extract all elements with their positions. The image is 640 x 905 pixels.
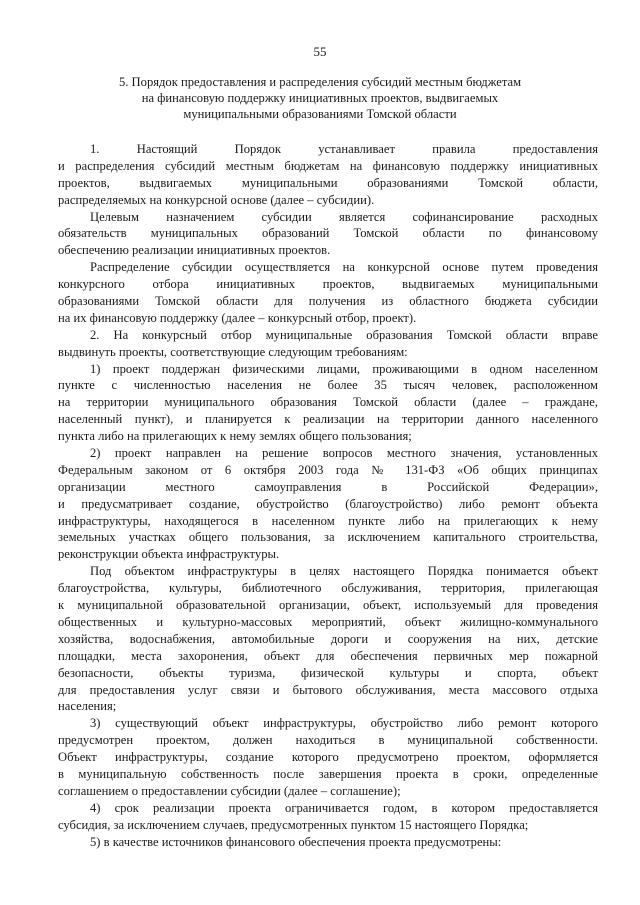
paragraph bbox=[58, 327, 598, 361]
paragraph-line: образованиями Томской области для получения из областного бюджета субсидии bbox=[58, 294, 598, 309]
paragraph-line: выдвинуть проекты, соответствующие следующим требованиям: bbox=[58, 344, 408, 359]
paragraph bbox=[58, 361, 598, 445]
paragraph-line: обеспечению реализации инициативных проектов. bbox=[58, 243, 331, 258]
paragraph-line: к муниципальной образовательной организации, объект, используемый для проведения bbox=[58, 598, 598, 613]
paragraph-line: площадки, места захоронения, объект для обеспечения первичных мер пожарной bbox=[58, 648, 598, 663]
paragraph bbox=[58, 834, 598, 851]
paragraph-line: на их финансовую поддержку (далее – конкурсный отбор, проект). bbox=[58, 310, 417, 325]
paragraph-line: Распределение субсидии осуществляется на конкурсной основе путем проведения bbox=[90, 260, 598, 275]
paragraph-line: земельных участках общего пользования, за исключением капитального строительства, bbox=[58, 530, 598, 545]
paragraph-line: 5) в качестве источников финансового обеспечения проекта предусмотрены: bbox=[90, 834, 502, 849]
section-heading-line: на финансовую поддержку инициативных проектов, выдвигаемых bbox=[141, 91, 499, 106]
paragraph-line: организации местного самоуправления в Российской Федерации», bbox=[58, 479, 598, 494]
paragraph-line: Объект инфраструктуры, создание которого предусмотрено проектом, оформляется bbox=[58, 750, 598, 765]
paragraph bbox=[58, 141, 598, 209]
paragraph-line: 1. Настоящий Порядок устанавливает правила предоставления bbox=[90, 142, 598, 156]
paragraph-line: Федеральным законом от 6 октября 2003 года № 131-ФЗ «Об общих принципах bbox=[58, 462, 598, 477]
paragraph-line: 2. На конкурсный отбор муниципальные образования Томской области вправе bbox=[90, 327, 598, 342]
paragraph bbox=[58, 209, 598, 260]
paragraph-line: 1) проект поддержан физическими лицами, проживающими в одном населенном bbox=[90, 361, 598, 376]
page-number: 55 bbox=[313, 44, 327, 59]
document-body bbox=[58, 141, 598, 850]
paragraph-line: Целевым назначением субсидии является софинансирование расходных bbox=[90, 209, 598, 224]
paragraph-line: 4) срок реализации проекта ограничивается годом, в котором предоставляется bbox=[90, 800, 598, 815]
paragraph-line: проектов, выдвигаемых муниципальными образованиями Томской области, bbox=[58, 175, 598, 190]
paragraph-line: хозяйства, водоснабжения, автомобильные дороги и сооружения на них, детские bbox=[58, 631, 598, 646]
paragraph-line: пункте с численностью населения не более 35 тысяч человек, расположенном bbox=[58, 378, 598, 393]
paragraph-line: 3) существующий объект инфраструктуры, обустройство либо ремонт которого bbox=[90, 716, 598, 731]
paragraph-line: населения; bbox=[58, 699, 117, 714]
paragraph bbox=[58, 715, 598, 799]
paragraph-line: населенный пункт), и планируется к реализации на территории данного населенного bbox=[58, 412, 598, 427]
paragraph-line: и распределения субсидий местным бюджетам на финансовую поддержку инициативных bbox=[58, 158, 598, 173]
paragraph-line: конкурсного отбора инициативных проектов, выдвигаемых муниципальными bbox=[58, 277, 598, 292]
paragraph-line: обязательств муниципальных образований Томской области по финансовому bbox=[58, 226, 598, 241]
paragraph-line: благоустройства, культуры, библиотечного обслуживания, территория, прилегающая bbox=[58, 581, 598, 596]
paragraph-line: распределяемых на конкурсной основе (далее – субсидии). bbox=[58, 192, 375, 207]
paragraph-line: и предусматривает создание, обустройство (благоустройство) либо ремонт объекта bbox=[58, 496, 598, 511]
paragraph bbox=[58, 800, 598, 834]
paragraph bbox=[58, 563, 598, 715]
paragraph-line: 2) проект направлен на решение вопросов местного значения, установленных bbox=[90, 446, 598, 461]
paragraph-line: Под объектом инфраструктуры в целях настоящего Порядка понимается объект bbox=[90, 564, 598, 579]
section-heading-line: муниципальными образованиями Томской области bbox=[183, 107, 457, 122]
paragraph-line: пункта либо на прилегающих к нему землях общего пользования; bbox=[58, 429, 412, 444]
section-heading-line: 5. Порядок предоставления и распределения субсидий местным бюджетам bbox=[118, 75, 522, 89]
paragraph-line: на территории муниципального образования Томской области (далее – граждане, bbox=[58, 395, 598, 410]
paragraph-line: инфраструктуры, находящегося в населенном пункте либо на прилегающих к нему bbox=[58, 513, 598, 528]
paragraph-line: предусмотрен проектом, должен находиться в муниципальной собственности. bbox=[58, 733, 598, 748]
paragraph-line: субсидия, за исключением случаев, предусмотренных пунктом 15 настоящего Порядка; bbox=[58, 817, 529, 832]
section-heading bbox=[60, 74, 580, 123]
paragraph-line: безопасности, объекты туризма, физической культуры и спорта, объект bbox=[58, 665, 598, 680]
paragraph bbox=[58, 259, 598, 327]
paragraph-line: в муниципальную собственность после завершения проекта в сроки, определенные bbox=[58, 766, 598, 781]
paragraph bbox=[58, 445, 598, 563]
paragraph-line: для предоставления услуг связи и бытового обслуживания, места массового отдыха bbox=[58, 682, 598, 697]
paragraph-line: соглашением о предоставлении субсидии (далее – соглашение); bbox=[58, 783, 401, 798]
paragraph-line: реконструкции объекта инфраструктуры. bbox=[58, 547, 280, 562]
paragraph-line: общественных и культурно-массовых мероприятий, объект жилищно-коммунального bbox=[58, 614, 598, 629]
